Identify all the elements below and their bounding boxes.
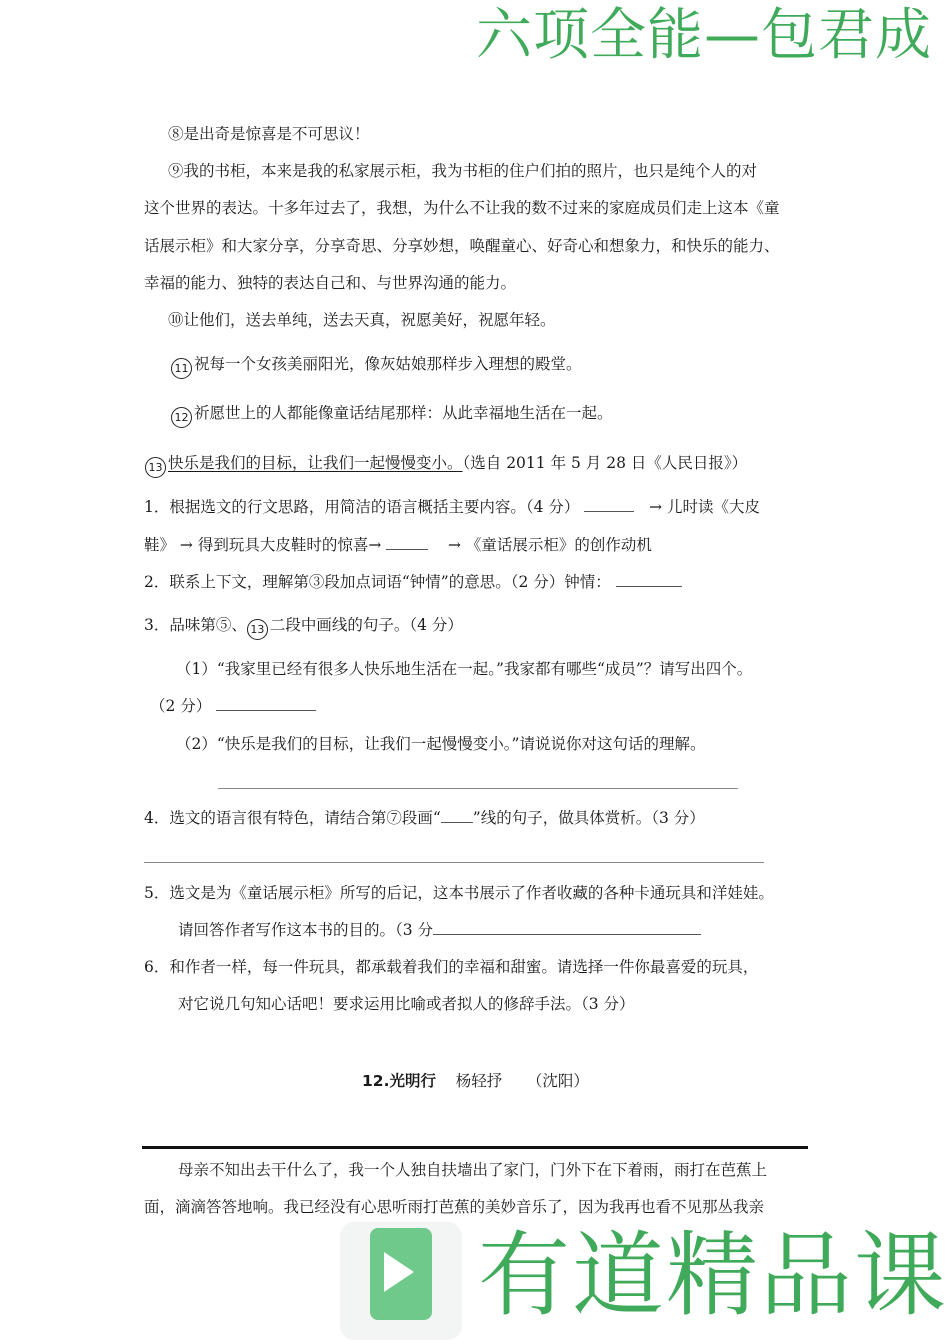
circled-number-12: 12	[171, 407, 192, 428]
question-4	[144, 807, 705, 829]
paragraph-9-line-1: ⑨我的书柜，本来是我的私家展示柜，我为书柜的住户们拍的照片，也只是纯个人的对	[168, 162, 758, 180]
question-3-text-a: 3．品味第⑤、	[144, 616, 247, 634]
paragraph-12	[171, 402, 613, 428]
question-3-1-score: （2 分）	[150, 697, 212, 715]
question-1-flow-a: → 儿时读《大皮	[649, 498, 761, 516]
article-title-name: 12.光明行	[362, 1072, 436, 1090]
question-1-prompt: 1．根据选文的行文思路，用简洁的语言概括主要内容。（4 分）	[144, 498, 580, 516]
question-3-1-line-1: （1）“我家里已经有很多人快乐地生活在一起。”我家都有哪些“成员”？请写出四个。	[176, 660, 753, 678]
answer-blank[interactable]	[386, 535, 428, 550]
article-city: （沈阳）	[526, 1072, 589, 1090]
answer-line[interactable]	[218, 788, 738, 789]
question-1-flow-b: 鞋》 → 得到玩具大皮鞋时的惊喜→	[144, 536, 382, 554]
question-5-line-2	[178, 919, 701, 941]
answer-line[interactable]	[144, 862, 764, 863]
question-2	[144, 571, 682, 593]
article-body-line-1: 母亲不知出去干什么了，我一个人独自扶墙出了家门，门外下在下着雨，雨打在芭蕉上	[178, 1161, 768, 1179]
watermark-top: 六项全能—包君成	[476, 3, 932, 68]
question-4-text-a: 4．选文的语言很有特色，请结合第⑦段画“	[144, 809, 441, 827]
question-3-text-b: 二段中画线的句子。（4 分）	[269, 616, 463, 634]
paragraph-11	[171, 353, 582, 379]
question-6-line-1: 6．和作者一样，每一件玩具，都承载着我们的幸福和甜蜜。请选择一件你最喜爱的玩具，	[144, 958, 759, 976]
section-divider	[142, 1146, 808, 1149]
question-5-prompt: 请回答作者写作这本书的目的。（3 分	[178, 921, 434, 939]
answer-blank[interactable]	[216, 696, 316, 711]
question-5-line-1: 5．选文是为《童话展示柜》所写的后记，这本书展示了作者收藏的各种卡通玩具和洋娃娃。	[144, 884, 774, 902]
answer-blank[interactable]	[616, 572, 682, 587]
paragraph-13-source: （选自 2011 年 5 月 28 日《人民日报》）	[462, 454, 748, 472]
question-4-text-b: ”线的句子，做具体赏析。（3 分）	[472, 809, 705, 827]
article-author: 杨轻抒	[455, 1072, 503, 1090]
paragraph-9-line-4: 幸福的能力、独特的表达自己和、与世界沟通的能力。	[144, 274, 517, 292]
watermark-bottom: 有道精品课	[478, 1222, 949, 1329]
paragraph-10: ⑩让他们，送去单纯，送去天真，祝愿美好，祝愿年轻。	[168, 311, 556, 329]
question-2-text: 2．联系上下文，理解第③段加点词语“钟情”的意思。（2 分）钟情：	[144, 573, 611, 591]
circled-number-13: 13	[247, 619, 268, 640]
circled-number-13: 13	[145, 457, 166, 478]
question-1-line-2	[144, 534, 652, 556]
question-3-1-line-2	[150, 695, 316, 717]
question-1-line-1	[144, 496, 760, 518]
question-6-line-2: 对它说几句知心话吧！要求运用比喻或者拟人的修辞手法。（3 分）	[178, 995, 635, 1013]
paragraph-13-underlined: 快乐是我们的目标，让我们一起慢慢变小。	[168, 454, 463, 472]
underline-sample	[441, 808, 473, 823]
paragraph-13	[145, 452, 747, 478]
paragraph-12-text: 祈愿世上的人都能像童话结尾那样：从此幸福地生活在一起。	[194, 404, 613, 422]
play-icon	[384, 1252, 414, 1292]
question-3-2: （2）“快乐是我们的目标，让我们一起慢慢变小。”请说说你对这句话的理解。	[176, 735, 706, 753]
article-title	[362, 1070, 589, 1092]
answer-blank[interactable]	[584, 497, 634, 512]
paragraph-9-line-2: 这个世界的表达。十多年过去了，我想，为什么不让我的数不过来的家庭成员们走上这本《童	[144, 199, 780, 217]
circled-number-11: 11	[171, 358, 192, 379]
question-1-flow-c: → 《童话展示柜》的创作动机	[448, 536, 652, 554]
answer-blank[interactable]	[433, 920, 701, 935]
paragraph-11-text: 祝每一个女孩美丽阳光，像灰姑娘那样步入理想的殿堂。	[194, 355, 582, 373]
article-body-line-2: 面，滴滴答答地响。我已经没有心思听雨打芭蕉的美妙音乐了，因为我再也看不见那丛我亲	[144, 1198, 765, 1216]
question-3	[144, 614, 463, 640]
paragraph-9-line-3: 话展示柜》和大家分享，分享奇思、分享妙想，唤醒童心、好奇心和想象力，和快乐的能力、	[144, 237, 780, 255]
paragraph-8: ⑧是出奇是惊喜是不可思议！	[168, 125, 370, 143]
